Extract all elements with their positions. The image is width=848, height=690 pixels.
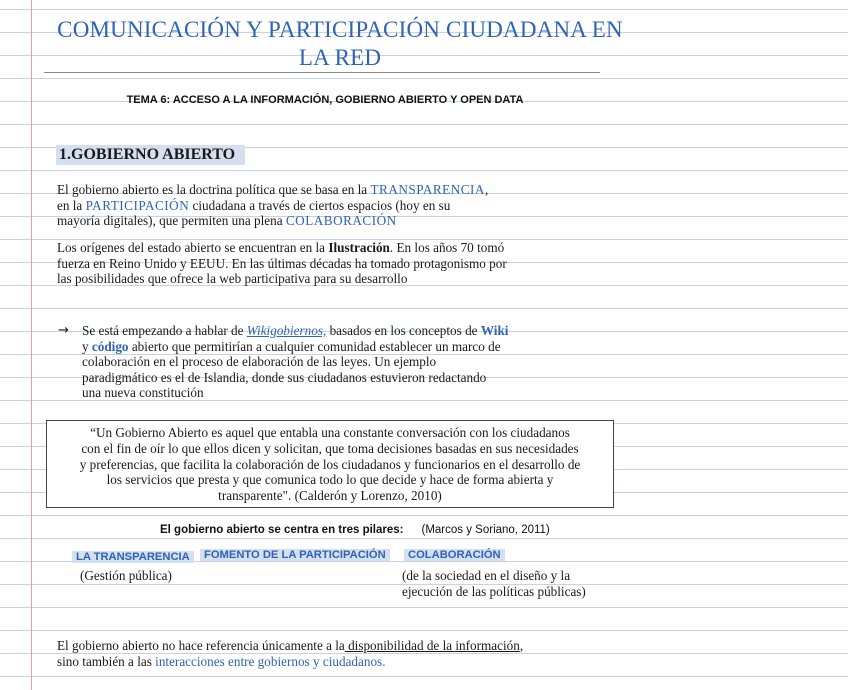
disponibilidad-term: disponibilidad de la información [344, 638, 520, 653]
keyword-ilustracion: Ilustración [328, 240, 390, 255]
keyword-transparencia: TRANSPARENCIA [370, 182, 485, 197]
title-divider [44, 72, 600, 73]
keyword-colaboracion: COLABORACIÓN [285, 213, 397, 228]
page-title [40, 16, 640, 72]
quote-box: “Un Gobierno Abierto es aquel que entabla una constante conversación con los ciudadanos con el fin de oír lo que ellos dicen y solicitan, que toma decisiones basadas en sus necesidades y preferencias, que facilita la colaboración de los ciudadanos y funcionarios en el desarrollo de los servicios que presta y que comunica todo lo que decide y hace de forma abierta y transparente". (Calderón y Lorenzo, 2010) [46, 420, 614, 508]
pillars-heading: El gobierno abierto se centra en tres pilares: (Marcos y Soriano, 2011) [160, 524, 550, 536]
pillar-transparencia: LA TRANSPARENCIA [72, 551, 194, 563]
pillar-colaboracion-desc: (de la sociedad en el diseño y la ejecución de las políticas públicas) [402, 568, 586, 599]
wikigobiernos-term: Wikigobiernos, [246, 323, 327, 338]
pillars-citation: (Marcos y Soriano, 2011) [421, 524, 550, 536]
closing-paragraph: El gobierno abierto no hace referencia únicamente a la disponibilidad de la información, sino también a las interacciones entre gobiernos y ciudadanos. [57, 638, 524, 669]
interacciones-term: interacciones entre gobiernos y ciudadanos. [155, 653, 386, 669]
wikigobiernos-paragraph: Se está empezando a hablar de Wikigobiernos, basados en los conceptos de Wiki y código abierto que permitirían a cualquier comunidad establecer un marco de colaboración en el proceso de elaboración de las leyes. Un ejemplo paradigmático es el de Islandia, donde sus ciudadanos estuvieron redactando una nueva constitución [82, 323, 509, 400]
arrow-bullet-icon: → [58, 323, 69, 338]
keyword-wiki: Wiki [480, 323, 509, 338]
pillar-colaboracion: COLABORACIÓN [404, 549, 505, 561]
pillar-participacion: FOMENTO DE LA PARTICIPACIÓN [200, 549, 390, 561]
pillar-transparencia-desc: (Gestión pública) [80, 568, 172, 583]
notebook-margin-line [31, 0, 32, 690]
keyword-codigo: código [91, 338, 129, 354]
topic-subtitle: TEMA 6: ACCESO A LA INFORMACIÓN, GOBIERNO ABIERTO Y OPEN DATA [126, 94, 524, 106]
origins-paragraph: Los orígenes del estado abierto se encuentran en la Ilustración. En los años 70 tomó fuerza en Reino Unido y EEUU. En las últimas décadas ha tomado protagonismo por las posibilidades que ofrece la web participativa para su desarrollo [57, 240, 507, 286]
title-line-1: COMUNICACIÓN Y PARTICIPACIÓN CIUDADANA EN [57, 17, 623, 42]
keyword-participacion: PARTICIPACIÓN [85, 197, 190, 213]
title-line-2: LA RED [298, 45, 382, 70]
definition-paragraph: El gobierno abierto es la doctrina política que se basa en la TRANSPARENCIA, en la PARTICIPACIÓN ciudadana a través de ciertos espacios (hoy en su mayoría digitales), que permiten una plena COLABORACIÓN [57, 182, 489, 228]
section-heading: 1.GOBIERNO ABIERTO [56, 145, 245, 165]
